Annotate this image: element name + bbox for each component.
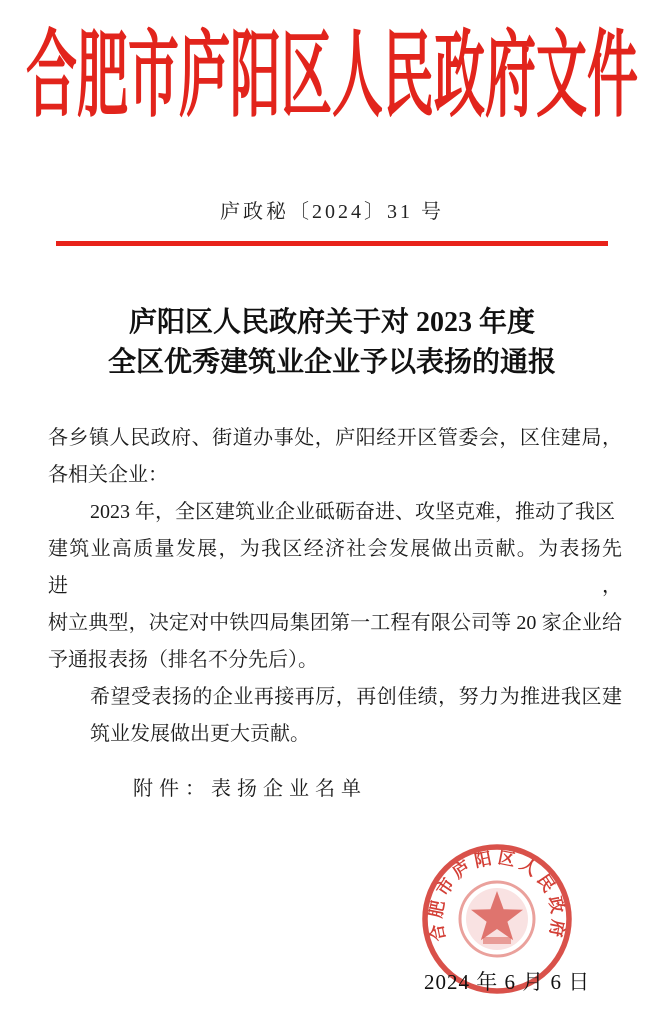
red-divider-line <box>56 241 608 246</box>
document-title-line2: 全区优秀建筑业企业予以表扬的通报 <box>107 347 556 378</box>
body-line: 树立典型，决定对中铁四局集团第一工程有限公司等 20 家企业给 <box>48 612 622 634</box>
attachment-note: 附件：表扬企业名单 <box>133 778 367 800</box>
body-line: 希望受表扬的企业再接再厉，再创佳绩，努力为推进我区建 <box>90 686 622 708</box>
document-date: 2024 年 6 月 6 日 <box>424 970 591 994</box>
body-line: 予通报表扬（排名不分先后）。 <box>48 649 318 671</box>
body-line: 2023 年，全区建筑业企业砥砺奋进、攻坚克难，推动了我区 <box>90 501 615 523</box>
body-line: 筑业发展做出更大贡献。 <box>90 723 310 745</box>
body-line: 各乡镇人民政府、街道办事处，庐阳经开区管委会，区住建局， <box>48 427 622 449</box>
body-line: 建筑业高质量发展，为我区经济社会发展做出贡献。为表扬先进， <box>48 538 622 597</box>
body-line: 各相关企业： <box>48 464 168 486</box>
document-title <box>0 303 664 383</box>
national-emblem-icon <box>460 882 534 956</box>
document-number: 庐政秘〔2024〕31 号 <box>220 201 444 223</box>
document-title-line1: 庐阳区人民政府关于对 2023 年度 <box>128 307 535 338</box>
seal-text: 合肥市庐阳区人民政府 <box>426 848 568 943</box>
letterhead-title: 合肥市庐阳区人民政府文件 <box>25 26 638 130</box>
document-body <box>48 420 622 753</box>
